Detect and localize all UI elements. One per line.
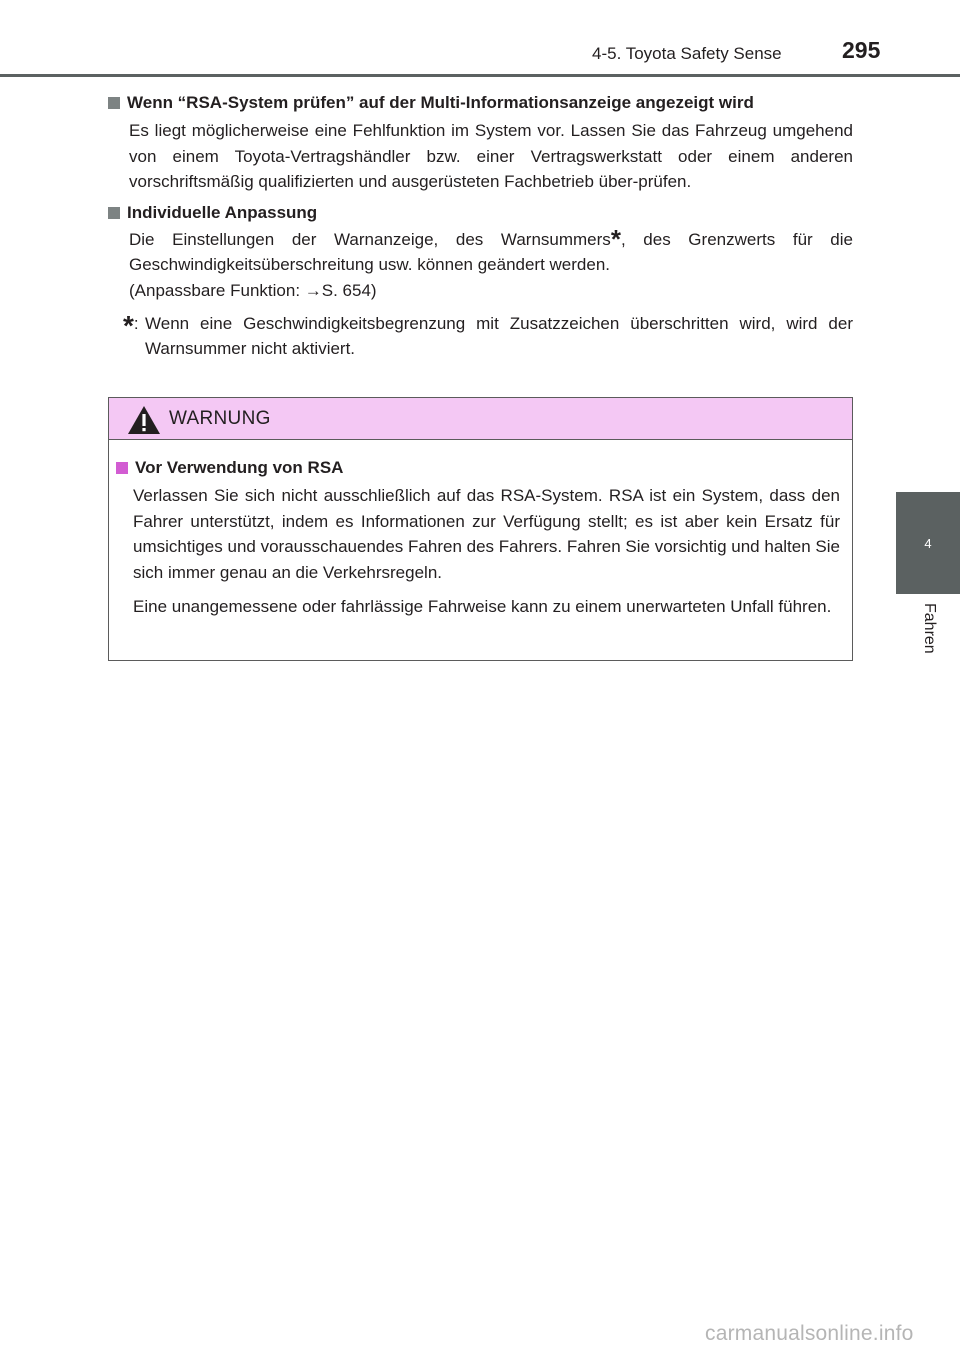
warning-heading-text: Vor Verwendung von RSA bbox=[135, 458, 344, 477]
page-reference: (Anpassbare Funktion: →S. 654) bbox=[129, 280, 377, 300]
square-bullet-icon bbox=[108, 207, 120, 219]
section-paragraph: Es liegt möglicherweise eine Fehlfunktion im System vor. Lassen Sie das Fahrzeug umgehend von einem Toyota-Vertragshändler bzw. einer Vertragswerkstatt oder einem anderen vorschriftsmäßig qualifizierten und ausgerüsteten Fachbetrieb über-prüfen. bbox=[129, 121, 853, 191]
main-content bbox=[108, 92, 853, 361]
warning-header bbox=[109, 398, 852, 440]
warning-heading bbox=[116, 457, 840, 479]
footnote-star: * bbox=[610, 223, 621, 254]
section-rsa-check bbox=[108, 92, 853, 195]
watermark: carmanualsonline.info bbox=[705, 1322, 914, 1345]
square-bullet-icon bbox=[116, 462, 128, 474]
warning-paragraph: Eine unangemessene oder fahrlässige Fahrweise kann zu einem unerwarteten Unfall führen. bbox=[133, 597, 832, 616]
section-heading-text: Wenn “RSA-System prüfen” auf der Multi-Informationsanzeige angezeigt wird bbox=[127, 93, 754, 112]
section-paragraph bbox=[129, 223, 853, 278]
chapter-tab bbox=[896, 492, 960, 594]
warning-paragraph: Verlassen Sie sich nicht ausschließlich auf das RSA-System. RSA ist ein System, dass den Fahrer unterstützt, indem es Informationen zur Verfügung stellt; es ist aber kein Ersatz für umsichtiges und vorausschauendes Fahren des Fahrers. Fahren Sie vorsichtig und halten Sie sich immer genau an die Verkehrsregeln. bbox=[133, 486, 840, 582]
footnote bbox=[108, 311, 853, 361]
chapter-number: 4 bbox=[924, 536, 932, 551]
page-number: 295 bbox=[842, 37, 881, 63]
section-heading-text: Individuelle Anpassung bbox=[127, 202, 318, 222]
paragraph-text-end: , des Grenzwerts für die Geschwindigkeitsüberschreitung usw. können geändert werden. bbox=[129, 229, 853, 274]
warning-body bbox=[109, 440, 852, 620]
footnote-mark bbox=[123, 310, 139, 341]
header-divider bbox=[0, 74, 960, 77]
chapter-label-container bbox=[896, 603, 960, 663]
footnote-text: Wenn eine Geschwindigkeitsbegrenzung mit Zusatzzeichen überschritten wird, wird der Warnsummer nicht aktiviert. bbox=[145, 314, 853, 358]
square-bullet-icon bbox=[108, 97, 120, 109]
footnote-star: * bbox=[123, 310, 134, 341]
paragraph-text-start: Die Einstellungen der Warnanzeige, des Warnsummers bbox=[129, 229, 611, 249]
warning-title: WARNUNG bbox=[169, 408, 271, 429]
section-heading bbox=[108, 202, 853, 224]
chapter-label: Fahren bbox=[921, 603, 938, 654]
footnote-colon: : bbox=[133, 314, 139, 333]
warning-box bbox=[108, 397, 853, 661]
warning-triangle-icon bbox=[127, 405, 161, 435]
section-customization bbox=[108, 202, 853, 304]
header-section-title: 4-5. Toyota Safety Sense bbox=[592, 44, 782, 63]
section-heading bbox=[108, 92, 853, 114]
